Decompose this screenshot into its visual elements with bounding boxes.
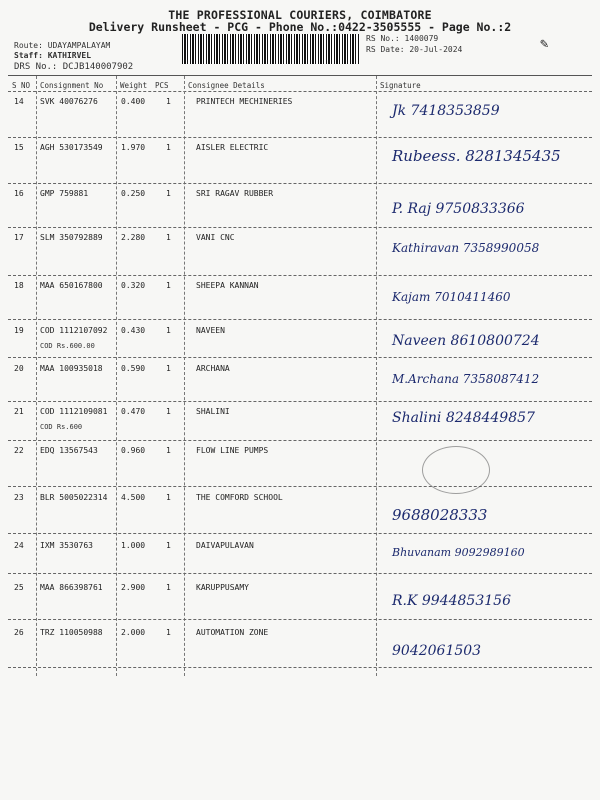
- header-weight: Weight: [120, 81, 148, 90]
- row-consignee: KARUPPUSAMY: [196, 583, 249, 592]
- row-consignee: AISLER ELECTRIC: [196, 143, 269, 152]
- row-weight: 0.320: [121, 281, 146, 290]
- row-weight: 4.500: [121, 493, 146, 502]
- row-signature: Naveen 8610800724: [392, 333, 540, 349]
- row-sno: 26: [14, 628, 24, 637]
- row-divider: [8, 619, 592, 620]
- row-consignee: FLOW LINE PUMPS: [196, 446, 269, 455]
- row-consignee: SHEEPA KANNAN: [196, 281, 259, 290]
- row-sno: 15: [14, 143, 24, 152]
- row-consignee: SHALINI: [196, 407, 230, 416]
- row-sno: 20: [14, 364, 24, 373]
- header-consignment: Consignment No: [40, 81, 104, 90]
- staff-label: Staff: KATHIRVEL: [14, 51, 92, 60]
- row-signature: Kathiravan 7358990058: [392, 241, 540, 255]
- row-sno: 14: [14, 97, 24, 106]
- route-label: Route: UDAYAMPALAYAM: [14, 41, 111, 50]
- row-consignee: THE COMFORD SCHOOL: [196, 493, 283, 502]
- row-divider: [8, 573, 592, 574]
- row-weight: 2.000: [121, 628, 146, 637]
- row-consignee: SRI RAGAV RUBBER: [196, 189, 274, 198]
- drs-number: DRS No.: DCJB140007902: [14, 62, 134, 72]
- row-consignment-no: IXM 3530763: [40, 541, 93, 550]
- row-pcs: 1: [166, 446, 171, 455]
- col-divider: [376, 76, 377, 676]
- row-sno: 21: [14, 407, 24, 416]
- row-sno: 19: [14, 326, 24, 335]
- row-consignment-no: EDQ 13567543: [40, 446, 98, 455]
- row-pcs: 1: [166, 97, 171, 106]
- row-sno: 16: [14, 189, 24, 198]
- rs-number: RS No.: 1400079: [366, 34, 439, 43]
- row-pcs: 1: [166, 364, 171, 373]
- row-pcs: 1: [166, 326, 171, 335]
- row-weight: 0.400: [121, 97, 146, 106]
- row-weight: 0.470: [121, 407, 146, 416]
- row-consignment-no: TRZ 110050988: [40, 628, 103, 637]
- col-divider: [184, 76, 185, 676]
- row-divider: [8, 227, 592, 228]
- row-consignment-no: COD 1112109081: [40, 407, 108, 416]
- table-top-border: [8, 75, 592, 76]
- row-consignment-no: MAA 100935018: [40, 364, 103, 373]
- row-divider: [8, 533, 592, 534]
- row-weight: 0.590: [121, 364, 146, 373]
- row-consignment-no: COD 1112107092: [40, 326, 108, 335]
- row-sno: 22: [14, 446, 24, 455]
- row-signature: P. Raj 9750833366: [392, 201, 525, 217]
- row-weight: 2.900: [121, 583, 146, 592]
- row-sno: 23: [14, 493, 24, 502]
- row-pcs: 1: [166, 583, 171, 592]
- row-consignment-no: AGH 530173549: [40, 143, 103, 152]
- row-signature: Bhuvanam 9092989160: [392, 546, 525, 559]
- row-signature: R.K 9944853156: [392, 593, 511, 609]
- row-signature: 9688028333: [392, 506, 488, 524]
- row-consignee: PRINTECH MECHINERIES: [196, 97, 293, 106]
- pen-mark-icon: ✎: [540, 36, 549, 52]
- row-signature: Shalini 8248449857: [392, 410, 535, 426]
- row-signature: Kajam 7010411460: [392, 290, 511, 304]
- delivery-stamp: [422, 446, 490, 494]
- row-pcs: 1: [166, 143, 171, 152]
- row-consignment-no: GMP 759881: [40, 189, 89, 198]
- runsheet-title: Delivery Runsheet - PCG - Phone No.:0422-3505555 - Page No.:2: [88, 20, 512, 34]
- row-divider: [8, 137, 592, 138]
- row-weight: 0.430: [121, 326, 146, 335]
- row-consignment-no: SLM 350792889: [40, 233, 103, 242]
- row-weight: 1.970: [121, 143, 146, 152]
- row-signature: Rubeess. 8281345435: [392, 147, 561, 165]
- row-divider: [8, 401, 592, 402]
- row-pcs: 1: [166, 189, 171, 198]
- row-pcs: 1: [166, 541, 171, 550]
- row-divider: [8, 183, 592, 184]
- row-divider: [8, 357, 592, 358]
- row-divider: [8, 667, 592, 668]
- header-consignee: Consignee Details: [188, 81, 265, 90]
- row-weight: 0.250: [121, 189, 146, 198]
- row-signature: Jk 7418353859: [392, 103, 500, 119]
- header-divider: [8, 91, 592, 92]
- row-weight: 0.960: [121, 446, 146, 455]
- barcode: [182, 34, 360, 64]
- row-sno: 18: [14, 281, 24, 290]
- header-pcs: PCS: [155, 81, 169, 90]
- row-divider: [8, 440, 592, 441]
- row-consignment-no: MAA 866398761: [40, 583, 103, 592]
- row-consignee: ARCHANA: [196, 364, 230, 373]
- row-cod-amount: COD Rs.600.00: [40, 342, 95, 350]
- row-pcs: 1: [166, 493, 171, 502]
- col-divider: [116, 76, 117, 676]
- row-consignee: DAIVAPULAVAN: [196, 541, 254, 550]
- row-signature: 9042061503: [392, 643, 482, 659]
- row-consignee: AUTOMATION ZONE: [196, 628, 269, 637]
- row-pcs: 1: [166, 407, 171, 416]
- row-consignment-no: MAA 650167800: [40, 281, 103, 290]
- row-sno: 24: [14, 541, 24, 550]
- row-sno: 25: [14, 583, 24, 592]
- row-consignment-no: BLR 5005022314: [40, 493, 108, 502]
- col-divider: [36, 76, 37, 676]
- row-consignment-no: SVK 40076276: [40, 97, 98, 106]
- header-signature: Signature: [380, 81, 421, 90]
- row-consignee: NAVEEN: [196, 326, 225, 335]
- row-divider: [8, 486, 592, 487]
- row-consignee: VANI CNC: [196, 233, 235, 242]
- row-pcs: 1: [166, 233, 171, 242]
- row-divider: [8, 319, 592, 320]
- row-cod-amount: COD Rs.600: [40, 423, 83, 431]
- row-weight: 2.280: [121, 233, 146, 242]
- row-signature: M.Archana 7358087412: [392, 372, 540, 386]
- row-sno: 17: [14, 233, 24, 242]
- header-sno: S NO: [12, 81, 31, 90]
- row-divider: [8, 275, 592, 276]
- row-weight: 1.000: [121, 541, 146, 550]
- row-pcs: 1: [166, 281, 171, 290]
- company-title: THE PROFESSIONAL COURIERS, COIMBATORE: [168, 8, 432, 22]
- rs-date: RS Date: 20-Jul-2024: [366, 45, 463, 54]
- row-pcs: 1: [166, 628, 171, 637]
